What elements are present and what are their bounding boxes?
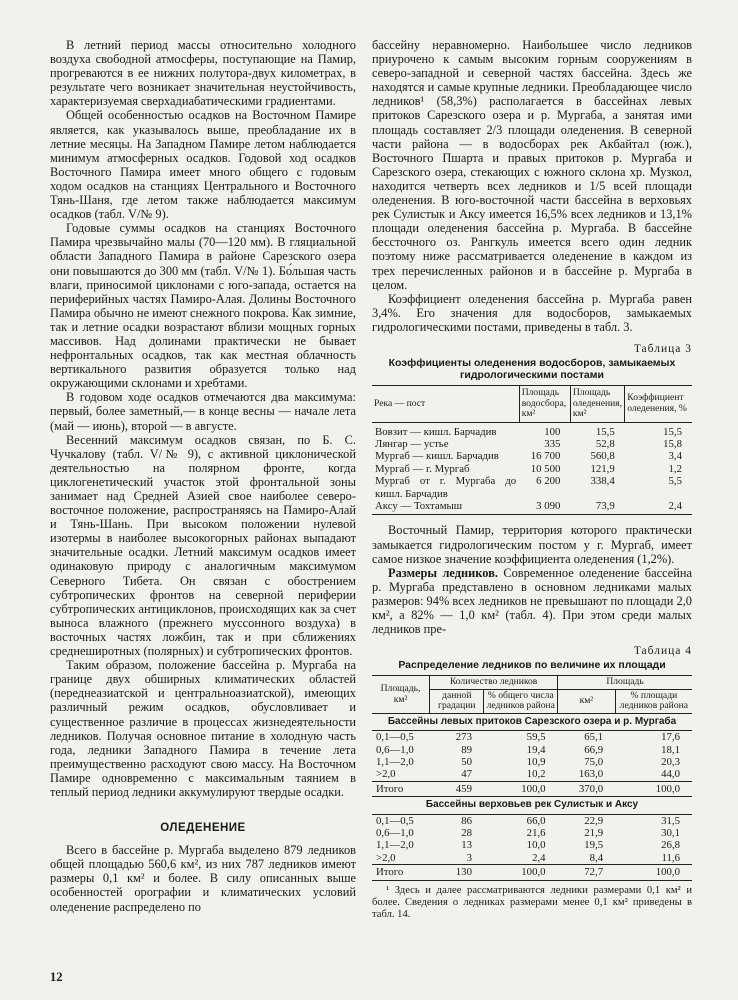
table-cell: 15,8 <box>663 437 682 450</box>
table-cell: 18,1 <box>661 743 680 756</box>
table-cell: 66,9 <box>584 743 604 756</box>
table-cell: Мургаб — кишл. Барчадив <box>375 450 499 463</box>
table-cell: 338,4 <box>590 475 615 488</box>
paragraph: В летний период массы относительно холодного воздуха свободной атмосферы, поступающие на Памир, прогреваются в ее нижних полутора-двух километрах, в результате чего возникает значительная неустойчивость, характеризуемая сверхадиабатическими градиентами. <box>50 38 356 109</box>
column-header: % площади ледников района <box>615 689 692 713</box>
table-cell: 1,1—2,0 <box>376 839 414 852</box>
table-cell: 28 <box>461 827 472 839</box>
left-column <box>50 38 356 914</box>
column-header: Площадь оледенения, км² <box>570 386 624 423</box>
table-cell: 30,1 <box>661 827 680 839</box>
column-header: Количество ледников <box>430 676 558 690</box>
table-cell: 1,1—2,0 <box>376 755 414 768</box>
table-cell: 66,0 <box>526 814 546 827</box>
table-cell: 21,6 <box>526 827 546 839</box>
table-cell: 370,0 <box>558 781 616 796</box>
table-cell: Итого <box>372 865 430 880</box>
paragraph-text: Современное оледенение бассейна р. Мургаба представлено в основном ледниками малых размеров: 94% всех ледников не превышают по площади 2,0 км², а 82% — 1,0 км² (табл. 4). При этом среди малых ледников пре- <box>372 565 692 637</box>
table-cell: Мургаб от г. Мургаба до кишл. Барчадив <box>375 475 517 500</box>
table-cell: 44,0 <box>661 768 680 781</box>
table-cell: >2,0 <box>376 768 396 781</box>
table-cell: 100,0 <box>615 781 692 796</box>
paragraph: Коэффициент оледенения бассейна р. Мургаба равен 3,4%. Его значения для водосборов, замыкаемых гидрологическими постами, приведены в табл. 3. <box>372 291 692 334</box>
table-row <box>372 744 692 756</box>
table-cell: 0,6—1,0 <box>376 827 414 839</box>
table-row <box>372 500 692 515</box>
paragraph: Весенний максимум осадков связан, по Б. С. Чучкалову (табл. V/№ 9), с активной циклонической деятельностью на полярном фронте, когда циклогенетический участок этой фронтальной зоны занимает над Средней Азией свое наиболее северо-восточное положение, распространяясь на Памиро-Алай и Тянь-Шань. При высоком положении нулевой изотермы в наиболее высокогорных районах выпадают значительные осадки. Летний максимум осадков имеет одинаковую природу с аналогичным максимумом Северного Тибета. Он связан с обострением субтропических фронтов на северной периферии субтропических антициклонов, происходящих как за счет выноса влажного (прежнего муссонного воздуха) в восточных частях ложбин, так и при сближениях среднеширотных (полярных) и субтропических фронтов. <box>50 432 356 659</box>
column-header: Площадь водосбора, км² <box>519 386 570 423</box>
column-header: данной градации <box>430 689 484 713</box>
table-cell: 121,9 <box>590 462 615 475</box>
table-cell: 10,0 <box>526 839 546 852</box>
table-cell: 100,0 <box>484 781 558 796</box>
paragraph: Всего в бассейне р. Мургаба выделено 879 ледников общей площадью 560,6 км², из них 787 ледников имеют размеры 0,1 км² и более. В силу описанных выше особенностей орографии и климатических условий оледенение распределено по <box>50 843 356 914</box>
table-3 <box>372 385 692 515</box>
table-cell: 31,5 <box>661 814 680 827</box>
table-cell: 10,9 <box>526 755 546 768</box>
table-cell: 65,1 <box>584 731 604 744</box>
table-row <box>372 839 692 851</box>
table-row <box>372 756 692 768</box>
footnote: ¹ Здесь и далее рассматриваются ледники размерами 0,1 км² и более. Сведения о ледниках размерами менее 0,1 км² приведены в табл. 14. <box>372 884 692 920</box>
column-header: % общего числа ледников района <box>484 689 558 713</box>
table-cell: Вовзит — кишл. Барчадив <box>375 425 497 438</box>
paragraph: Таким образом, положение бассейна р. Мургаба на границе двух обширных климатических областей (переднеазиатской и центральноазиатской), имеющих различный режим осадков, обусловливает и существенное различие в процессах жизнедеятельности ледников. Получая основное питание в холодную часть года, ледники Западного Памира в течение лета преимущественно расходуют свою массу. На Восточном Памире одновременно с максимальным таянием в теплый период ледники аккумулируют твердые осадки. <box>50 658 356 799</box>
table-cell: >2,0 <box>376 851 396 864</box>
table-row <box>372 438 692 450</box>
paragraph: В годовом ходе осадков отмечаются два максимума: первый, более заметный,— в конце весны — начале лета (май — июнь), второй — в августе. <box>50 390 356 433</box>
table-cell: 89 <box>461 743 472 756</box>
table-row <box>372 731 692 744</box>
table-cell: 10 500 <box>530 462 561 475</box>
table-cell: 3 <box>466 851 472 864</box>
table-cell: 0,1—0,5 <box>376 814 414 827</box>
table-cell: 16 700 <box>530 450 561 463</box>
page-number: 12 <box>50 970 63 984</box>
section-title: ОЛЕДЕНЕНИЕ <box>160 822 246 835</box>
table-cell: 11,6 <box>661 851 680 864</box>
table-cell: 459 <box>430 781 484 796</box>
table-cell: 15,5 <box>663 425 682 438</box>
table-cell: 72,7 <box>558 865 616 880</box>
table-cell: 19,4 <box>526 743 546 756</box>
table-cell: 22,9 <box>584 814 604 827</box>
table-cell: 86 <box>461 814 472 827</box>
table-cell: 20,3 <box>661 755 680 768</box>
table-total-row <box>372 865 692 880</box>
table-cell: 100,0 <box>484 865 558 880</box>
column-header: Коэффициент оледенения, % <box>625 386 692 423</box>
table-cell: Лянгар — устье <box>375 437 449 450</box>
table-cell: 163,0 <box>578 768 604 781</box>
table-label: Таблица 3 <box>633 342 692 355</box>
paragraph: бассейну неравномерно. Наибольшее число ледников приурочено к самым высоким горным сооружениям в северо-западной и северной частях бассейна. Здесь же находятся и самые крупные ледники. Преобладающее число ледников¹ (58,3%) располагается в бассейнах левых притоков Сарезского озера и р. Мургаба, а занятая ими площадь составляет 2/3 площади оледенения. В северной части района — в водосборах рек Акбайтал (юж.), Восточного Пшарта и правых притоков р. Мургаба и Сарезского озера, стекающих с южного склона хр. Музкол, находится четверть всех ледников и 1/5 всей площади оледенения. В юго-восточной части бассейна в верховьях рек Сулистык и Аксу имеется 16,5% всех ледников и 13,1% площади оледенения бассейна р. Мургаба. В бассейне бессточного оз. Рангкуль имеется всего один ледник поэтому ниже рассматривается оледенение в каждом из трех перечисленных районов и в бассейне р. Мургаба в целом. <box>372 38 692 292</box>
table-cell: 0,6—1,0 <box>376 743 414 756</box>
table-cell: 59,5 <box>526 731 546 744</box>
table-row <box>372 475 692 500</box>
table-cell: 1,2 <box>668 462 682 475</box>
table-cell: 52,8 <box>595 437 615 450</box>
table-cell: 26,8 <box>661 839 680 852</box>
table-cell: 15,5 <box>595 425 615 438</box>
paragraph <box>372 566 692 636</box>
table-caption: Коэффициенты оледенения водосборов, замыкаемых гидрологическими постами <box>388 357 676 382</box>
table-section-heading: Бассейны верховьев рек Сулистык и Аксу <box>372 797 692 814</box>
table-4 <box>372 675 692 880</box>
table-cell: Аксу — Тохтамыш <box>372 500 519 515</box>
table-row <box>372 768 692 781</box>
table-caption: Распределение ледников по величине их площади <box>398 659 666 672</box>
table-row <box>372 450 692 462</box>
table-cell: 100 <box>544 425 561 438</box>
table-cell: 0,1—0,5 <box>376 731 414 744</box>
table-total-row <box>372 781 692 796</box>
table-cell: 10,2 <box>526 768 546 781</box>
paragraph: Годовые суммы осадков на станциях Восточного Памира чрезвычайно малы (70—120 мм). В гляциальной области Западного Памира в районе Сарезского озера они повышаются до 300 мм (табл. V/№ 1). Бо́льшая часть влаги, приносимой циклонами с юго-запада, остается на периферийных частях Памиро-Алая. Долины Восточного Памира обычно не имеют снежного покрова. Как зимние, так и летние осадки возрастают вблизи мощных горных массивов. Над долинами практически не бывает нефронтальных осадков, так как местная облачность вертикального развития образуется только над окружающими склонами и хребтами. <box>50 221 356 391</box>
table-cell: 17,6 <box>661 731 680 744</box>
table-cell: 335 <box>544 437 561 450</box>
column-header: Площадь, км² <box>372 676 430 714</box>
table-cell: 75,0 <box>584 755 604 768</box>
table-section-heading: Бассейны левых притоков Сарезского озера и р. Мургаба <box>372 713 692 730</box>
column-header: Река — пост <box>372 386 519 423</box>
table-cell: 5,5 <box>668 475 682 488</box>
table-cell: 21,9 <box>584 827 604 839</box>
table-cell: 6 200 <box>536 475 561 488</box>
table-cell: 8,4 <box>589 851 604 864</box>
table-label: Таблица 4 <box>633 645 692 658</box>
table-cell: 273 <box>455 731 472 744</box>
column-header: Площадь <box>558 676 692 690</box>
paragraph: Восточный Памир, территория которого практически замыкается гидрологическим постом у г. Мургаб, имеет самое низкое значение коэффициента оледенения (1,2%). <box>372 523 692 566</box>
table-cell: Мургаб — г. Мургаб <box>375 462 470 475</box>
table-cell: 3 090 <box>519 500 570 515</box>
table-row <box>372 814 692 827</box>
table-row <box>372 852 692 865</box>
table-cell: 73,9 <box>570 500 624 515</box>
table-cell: 3,4 <box>668 450 682 463</box>
table-cell: Итого <box>372 781 430 796</box>
table-row <box>372 827 692 839</box>
right-column <box>372 38 692 921</box>
table-cell: 130 <box>430 865 484 880</box>
paragraph: Общей особенностью осадков на Восточном Памире является, как указывалось выше, преобладание их в летние месяцы. На Западном Памире летом наблюдается минимум атмосферных осадков. Годовой ход осадков Восточного Памира имеет много общего с годовым ходом осадков на станциях Центрального и Восточного Тянь-Шаня, где летом также наблюдается максимум осадков (табл. V/№ 9). <box>50 108 356 222</box>
table-cell: 13 <box>461 839 472 852</box>
table-row <box>372 422 692 438</box>
table-cell: 2,4 <box>532 851 546 864</box>
subsection-title: Размеры ледников. <box>388 565 498 580</box>
table-cell: 560,8 <box>590 450 615 463</box>
table-row <box>372 463 692 475</box>
table-cell: 50 <box>461 755 472 768</box>
table-cell: 19,5 <box>584 839 604 852</box>
column-header: км² <box>558 689 616 713</box>
table-cell: 100,0 <box>615 865 692 880</box>
table-cell: 2,4 <box>625 500 692 515</box>
table-cell: 47 <box>461 768 472 781</box>
